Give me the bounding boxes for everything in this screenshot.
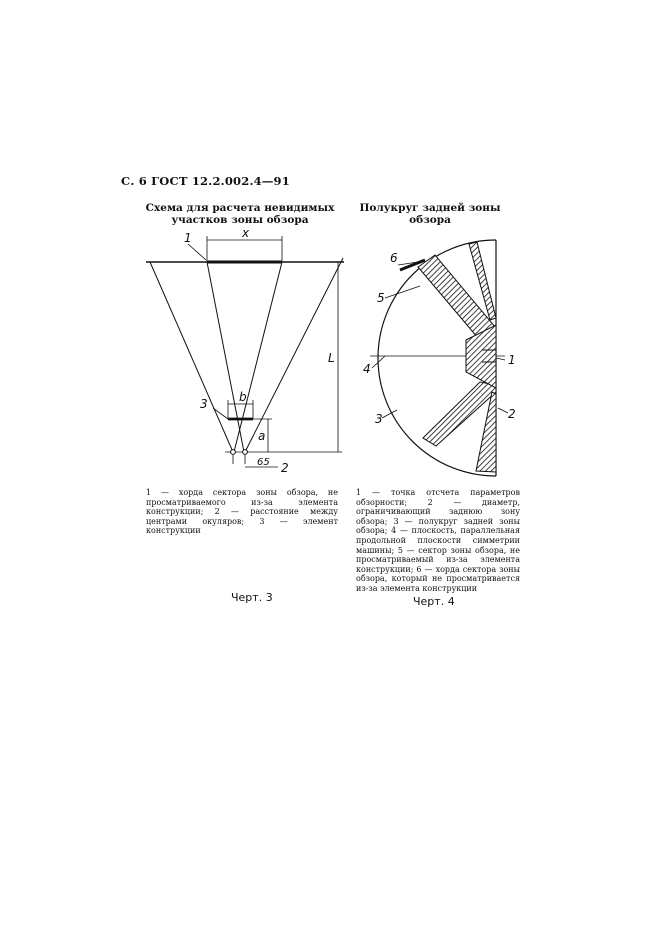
- label-2: 2: [281, 461, 289, 475]
- figure-4-title: Полукруг задней зоны обзора: [359, 202, 501, 226]
- left-inner-ray: [207, 262, 244, 452]
- label-1-leader-fig4: [496, 358, 505, 360]
- figure-3-title-line-1: Схема для расчета невидимых: [145, 202, 335, 214]
- figure-3-legend: 1 — хорда сектора зоны обзора, не просматриваемого из-за элемента конструкции; 2 — расстояние между центрами окуляров; 3 — элемент конструкции: [146, 488, 338, 536]
- label-5-leader: [385, 286, 420, 298]
- figure-3-title-line-2: участков зоны обзора: [171, 214, 309, 226]
- fig4-label-6: 6: [390, 251, 398, 265]
- label-2-leader-fig4: [498, 408, 508, 413]
- left-eye-point: [231, 450, 236, 455]
- label-3-leader: [213, 408, 228, 419]
- label-1: 1: [184, 231, 192, 245]
- figure-3-caption: Черт. 3: [231, 591, 273, 604]
- figure-4-legend: 1 — точка отсчета параметров обзорности; 2 — диаметр, ограничивающий заднюю зону обзора; 3 — полукруг задней зоны обзора; 4 — плоскость, параллельная продольной плоскости симметрии машины; 5 — сектор зоны обзора, не просматриваемый из-за элемента конструкции; 6 — хорда сектора зоны обзора, который не просматривается из-за элемента конструкции: [356, 488, 520, 593]
- figure-3-diagram: [146, 236, 344, 467]
- fig4-label-5: 5: [377, 291, 385, 305]
- label-1-leader: [188, 244, 206, 260]
- label-3-leader-fig4: [382, 410, 397, 418]
- left-outer-ray: [150, 262, 233, 452]
- figure-4-caption: Черт. 4: [413, 595, 455, 608]
- fig4-label-4: 4: [363, 362, 371, 376]
- label-L: L: [328, 351, 335, 365]
- right-eye-point: [243, 450, 248, 455]
- label-3: 3: [200, 397, 208, 411]
- fig4-label-2: 2: [508, 407, 516, 421]
- right-inner-ray: [234, 262, 282, 452]
- construction-block: [466, 325, 496, 388]
- page-header: С. 6 ГОСТ 12.2.002.4—91: [121, 174, 290, 188]
- figure-4-diagram: [370, 240, 508, 476]
- fig4-label-1: 1: [508, 353, 516, 367]
- label-x: x: [242, 226, 250, 240]
- label-distance: 65: [257, 457, 270, 468]
- fig4-label-3: 3: [375, 412, 383, 426]
- label-b: b: [239, 390, 247, 404]
- label-a: a: [258, 429, 266, 443]
